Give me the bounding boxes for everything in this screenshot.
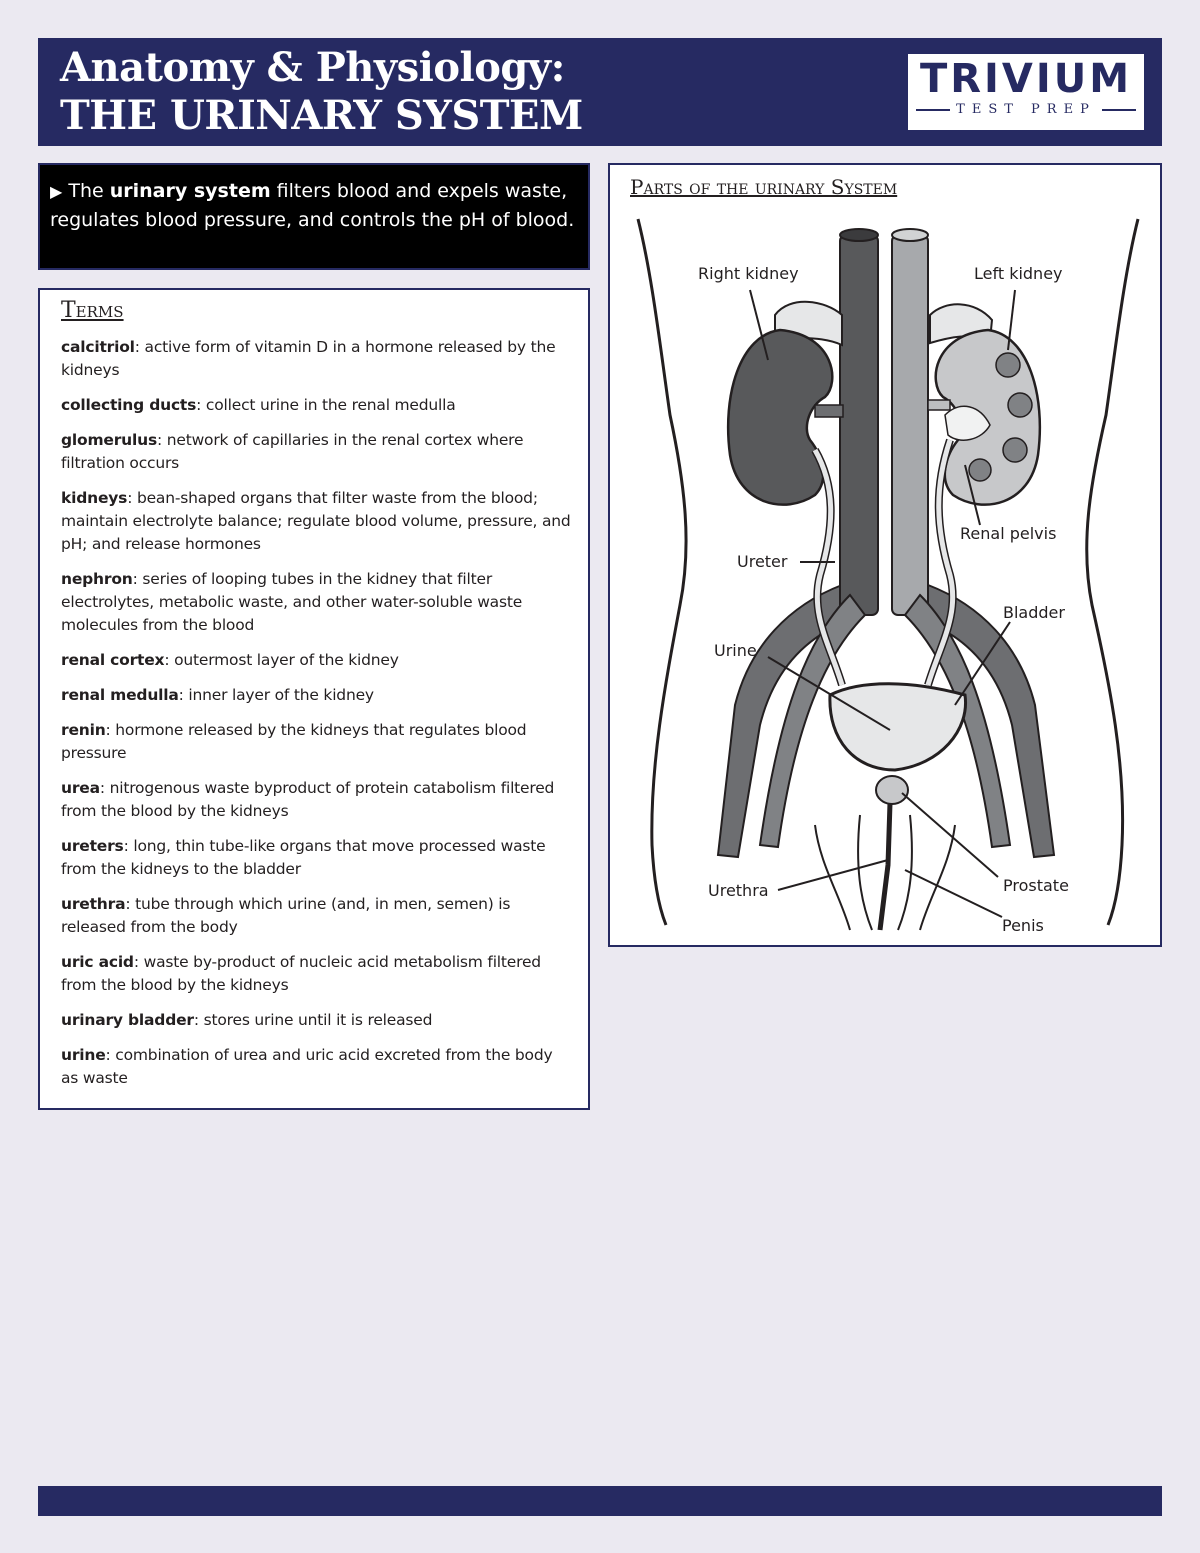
logo-rule-right [1102, 109, 1136, 111]
label-penis: Penis [1002, 916, 1044, 935]
term-item [61, 893, 574, 939]
term-word: uric acid [61, 953, 134, 971]
footer-bar [38, 1486, 1162, 1516]
term-item [61, 719, 574, 765]
term-definition: : waste by-product of nucleic acid metabolism filtered from the blood by the kidneys [61, 953, 541, 994]
logo-word: TRIVIUM [919, 56, 1133, 102]
label-ureter: Ureter [737, 552, 788, 571]
urethra-tube [880, 803, 890, 930]
term-word: urethra [61, 895, 126, 913]
label-left-kidney: Left kidney [974, 264, 1063, 283]
term-definition: : stores urine until it is released [193, 1011, 433, 1029]
term-item [61, 336, 574, 382]
label-urethra: Urethra [708, 881, 769, 900]
triangle-bullet-icon: ▶ [50, 182, 63, 201]
term-definition: : tube through which urine (and, in men, semen) is released from the body [61, 895, 511, 936]
term-item [61, 568, 574, 637]
bladder-shape [830, 684, 966, 770]
header-banner [38, 38, 1162, 146]
left-kidney-pyramid-2 [1008, 393, 1032, 417]
label-renal-pelvis: Renal pelvis [960, 524, 1057, 543]
left-kidney-pyramid-3 [1003, 438, 1027, 462]
term-word: urea [61, 779, 100, 797]
page-title [60, 44, 583, 140]
term-definition: : inner layer of the kidney [178, 686, 374, 704]
term-item [61, 1044, 574, 1090]
logo-subtitle: TEST PREP [956, 102, 1096, 117]
term-word: collecting ducts [61, 396, 197, 414]
leader-prostate [902, 793, 998, 877]
term-definition: : outermost layer of the kidney [164, 651, 399, 669]
label-prostate: Prostate [1003, 876, 1069, 895]
term-definition: : network of capillaries in the renal cortex where filtration occurs [61, 431, 524, 472]
intro-text-post: filters blood and expels waste, regulates blood pressure, and controls the pH of blood. [50, 180, 575, 231]
term-definition: : active form of vitamin D in a hormone released by the kidneys [61, 338, 556, 379]
term-item [61, 835, 574, 881]
label-bladder: Bladder [1003, 603, 1065, 622]
urinary-system-illustration [610, 165, 1160, 945]
genitalia-outline-right [920, 825, 955, 930]
term-word: glomerulus [61, 431, 157, 449]
term-item [61, 649, 574, 672]
renal-vein-right [815, 405, 843, 417]
term-definition: : collect urine in the renal medulla [196, 396, 456, 414]
term-word: renal medulla [61, 686, 179, 704]
body-outline-left [638, 219, 686, 925]
renal-artery-left [928, 400, 950, 410]
aorta-top [892, 229, 928, 241]
left-kidney-pyramid-1 [996, 353, 1020, 377]
left-kidney-pyramid-4 [969, 459, 991, 481]
prostate-shape [876, 776, 908, 804]
logo-rule-left [916, 109, 950, 111]
term-item [61, 684, 574, 707]
terms-list [61, 336, 574, 1090]
intro-text-pre: The [62, 180, 110, 202]
title-line-2: THE URINARY SYSTEM [60, 92, 583, 139]
term-item [61, 487, 574, 556]
term-word: calcitriol [61, 338, 135, 356]
term-item [61, 429, 574, 475]
term-item [61, 1009, 574, 1032]
terms-box [38, 288, 590, 1110]
term-definition: : long, thin tube-like organs that move processed waste from the kidneys to the bladder [61, 837, 546, 878]
label-urine: Urine [714, 641, 757, 660]
term-item [61, 394, 574, 417]
leader-penis [905, 870, 1002, 917]
trivium-logo [908, 54, 1144, 130]
term-word: renal cortex [61, 651, 165, 669]
aorta [892, 235, 928, 615]
intro-box [38, 163, 590, 270]
label-right-kidney: Right kidney [698, 264, 799, 283]
term-word: urine [61, 1046, 106, 1064]
title-line-1: Anatomy & Physiology: [60, 44, 565, 91]
term-definition: : series of looping tubes in the kidney that filter electrolytes, metabolic waste, and other water-soluble waste molecules from the blood [61, 570, 523, 634]
term-definition: : combination of urea and uric acid excreted from the body as waste [61, 1046, 553, 1087]
logo-sub-row [908, 102, 1144, 118]
term-word: urinary bladder [61, 1011, 194, 1029]
term-word: renin [61, 721, 106, 739]
term-item [61, 951, 574, 997]
intro-text-bold: urinary system [109, 180, 271, 202]
term-word: nephron [61, 570, 133, 588]
term-definition: : hormone released by the kidneys that regulates blood pressure [61, 721, 527, 762]
term-item [61, 777, 574, 823]
diagram-title: Parts of the urinary System [630, 175, 898, 199]
term-definition: : bean-shaped organs that filter waste from the blood; maintain electrolyte balance; regulate blood volume, pressure, and pH; and release hormones [61, 489, 571, 553]
vena-cava-top [840, 229, 878, 241]
body-outline-right [1087, 219, 1138, 925]
term-word: ureters [61, 837, 124, 855]
term-definition: : nitrogenous waste byproduct of protein catabolism filtered from the blood by the kidneys [61, 779, 555, 820]
term-word: kidneys [61, 489, 128, 507]
terms-title: Terms [61, 298, 124, 323]
diagram-box [608, 163, 1162, 947]
vena-cava [840, 235, 878, 615]
